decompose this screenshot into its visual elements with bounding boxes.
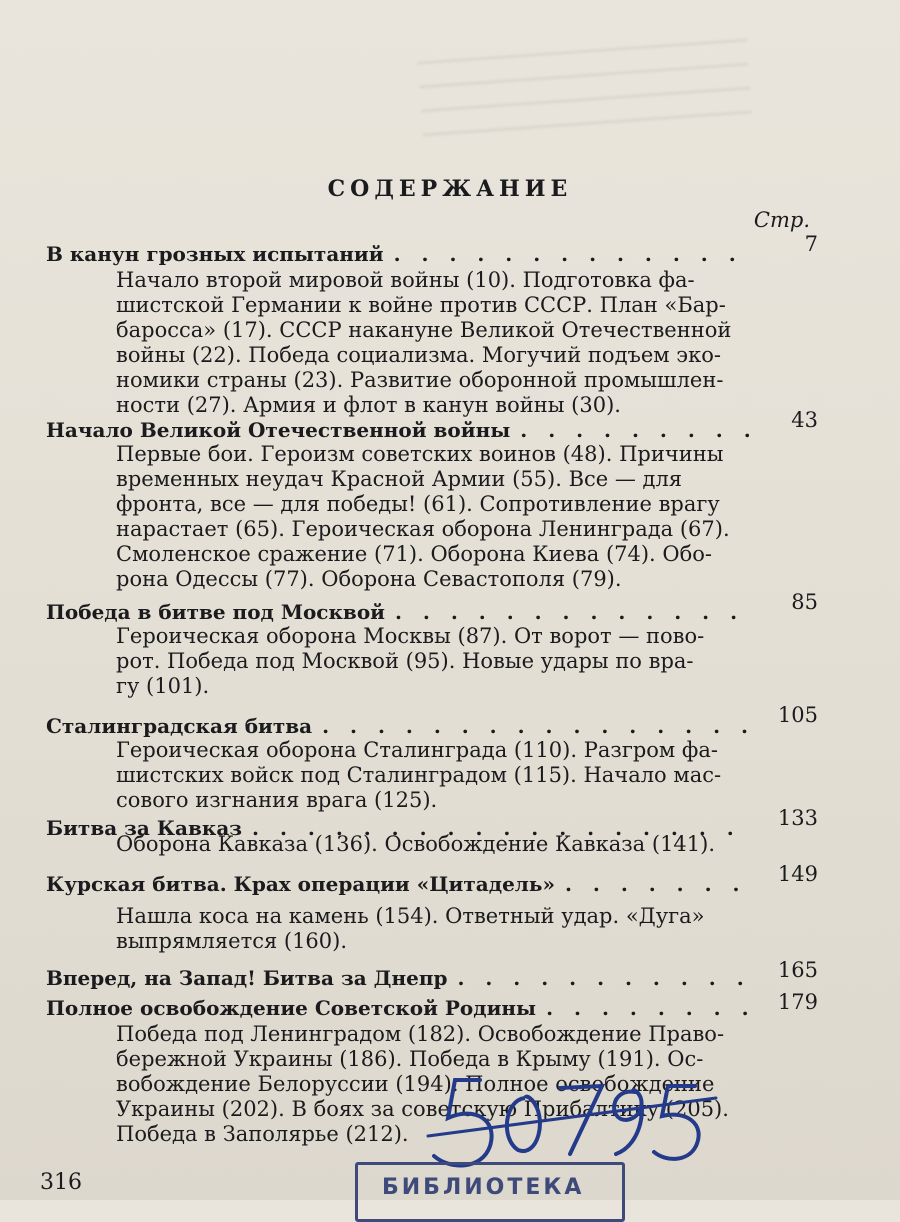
chapter-page-number: 85	[791, 590, 818, 614]
chapter-description	[116, 904, 756, 954]
chapter-title: Полное освобождение Советской Родины	[46, 996, 537, 1020]
chapter-description	[116, 268, 756, 418]
chapter-heading	[46, 872, 756, 902]
chapter-page-number: 133	[777, 806, 818, 830]
dot-leader	[457, 966, 756, 990]
description-line: Начало второй мировой войны (10). Подготовка фа-	[116, 268, 695, 292]
description-line: фронта, все — для победы! (61). Сопротивление врагу	[116, 492, 720, 516]
description-line: ности (27). Армия и флот в канун войны (30).	[116, 393, 621, 417]
description-line: выпрямляется (160).	[116, 929, 348, 953]
chapter-heading	[46, 966, 756, 996]
description-line: баросса» (17). СССР накануне Великой Отечественной	[116, 318, 732, 342]
dot-leader	[565, 872, 756, 896]
description-line: номики страны (23). Развитие оборонной промышлен-	[116, 368, 724, 392]
chapter-page-number: 43	[791, 408, 818, 432]
description-line: войны (22). Победа социализма. Могучий подъем эко-	[116, 343, 721, 367]
description-line: Смоленское сражение (71). Оборона Киева (74). Обо-	[116, 542, 712, 566]
chapter-description	[116, 832, 756, 857]
description-line: Героическая оборона Сталинграда (110). Разгром фа-	[116, 738, 718, 762]
chapter-description	[116, 624, 756, 699]
description-line: Оборона Кавказа (136). Освобождение Кавказа (141).	[116, 832, 716, 856]
description-line: временных неудач Красной Армии (55). Все — для	[116, 467, 683, 491]
description-line: бережной Украины (186). Победа в Крыму (191). Ос-	[116, 1047, 704, 1071]
description-line: рот. Победа под Москвой (95). Новые удары по вра-	[116, 649, 694, 673]
handwritten-inventory-number	[420, 1058, 720, 1178]
page-title: СОДЕРЖАНИЕ	[327, 176, 573, 202]
description-line: Нашла коса на камень (154). Ответный удар. «Дуга»	[116, 904, 705, 928]
description-line: шистских войск под Сталинградом (115). Начало мас-	[116, 763, 722, 787]
page-column-label: Стр.	[753, 208, 810, 232]
show-through-text	[418, 39, 753, 142]
description-line: Героическая оборона Москвы (87). От ворот — пово-	[116, 624, 705, 648]
description-line: Украины (202). В боях за советскую Прибалтику (205).	[116, 1097, 729, 1121]
description-line: гу (101).	[116, 674, 210, 698]
chapter-page-number: 105	[777, 703, 818, 727]
library-stamp: БИБЛИОТЕКА	[355, 1162, 625, 1222]
description-line: вобождение Белоруссии (194). Полное освобождение	[116, 1072, 715, 1096]
chapter-page-number: 7	[804, 232, 818, 256]
chapter-title: Сталинградская битва	[46, 714, 313, 738]
description-line: Победа под Ленинградом (182). Освобождение Право-	[116, 1022, 725, 1046]
chapter-title: Победа в битве под Москвой	[46, 600, 385, 624]
chapter-page-number: 149	[777, 862, 818, 886]
description-line: шистской Германии к войне против СССР. План «Бар-	[116, 293, 726, 317]
chapter-description	[116, 442, 756, 592]
dot-leader	[520, 418, 756, 442]
chapter-title: Курская битва. Крах операции «Цитадель»	[46, 872, 555, 896]
chapter-page-number: 179	[777, 990, 818, 1014]
chapter-title: Битва за Кавказ	[46, 816, 243, 840]
dot-leader	[546, 996, 756, 1020]
description-line: Первые бои. Героизм советских воинов (48). Причины	[116, 442, 724, 466]
description-line: сового изгнания врага (125).	[116, 788, 438, 812]
chapter-title: В канун грозных испытаний	[46, 242, 384, 266]
dot-leader	[395, 600, 756, 624]
dot-leader	[322, 714, 756, 738]
description-line: рона Одессы (77). Оборона Севастополя (79).	[116, 567, 622, 591]
chapter-title: Вперед, на Запад! Битва за Днепр	[46, 966, 448, 990]
chapter-page-number: 165	[777, 958, 818, 982]
page-folio-number: 316	[40, 1170, 82, 1195]
chapter-description	[116, 738, 756, 813]
description-line: нарастает (65). Героическая оборона Ленинграда (67).	[116, 517, 730, 541]
description-line: Победа в Заполярье (212).	[116, 1122, 409, 1146]
dot-leader	[394, 242, 756, 266]
chapter-title: Начало Великой Отечественной войны	[46, 418, 511, 442]
